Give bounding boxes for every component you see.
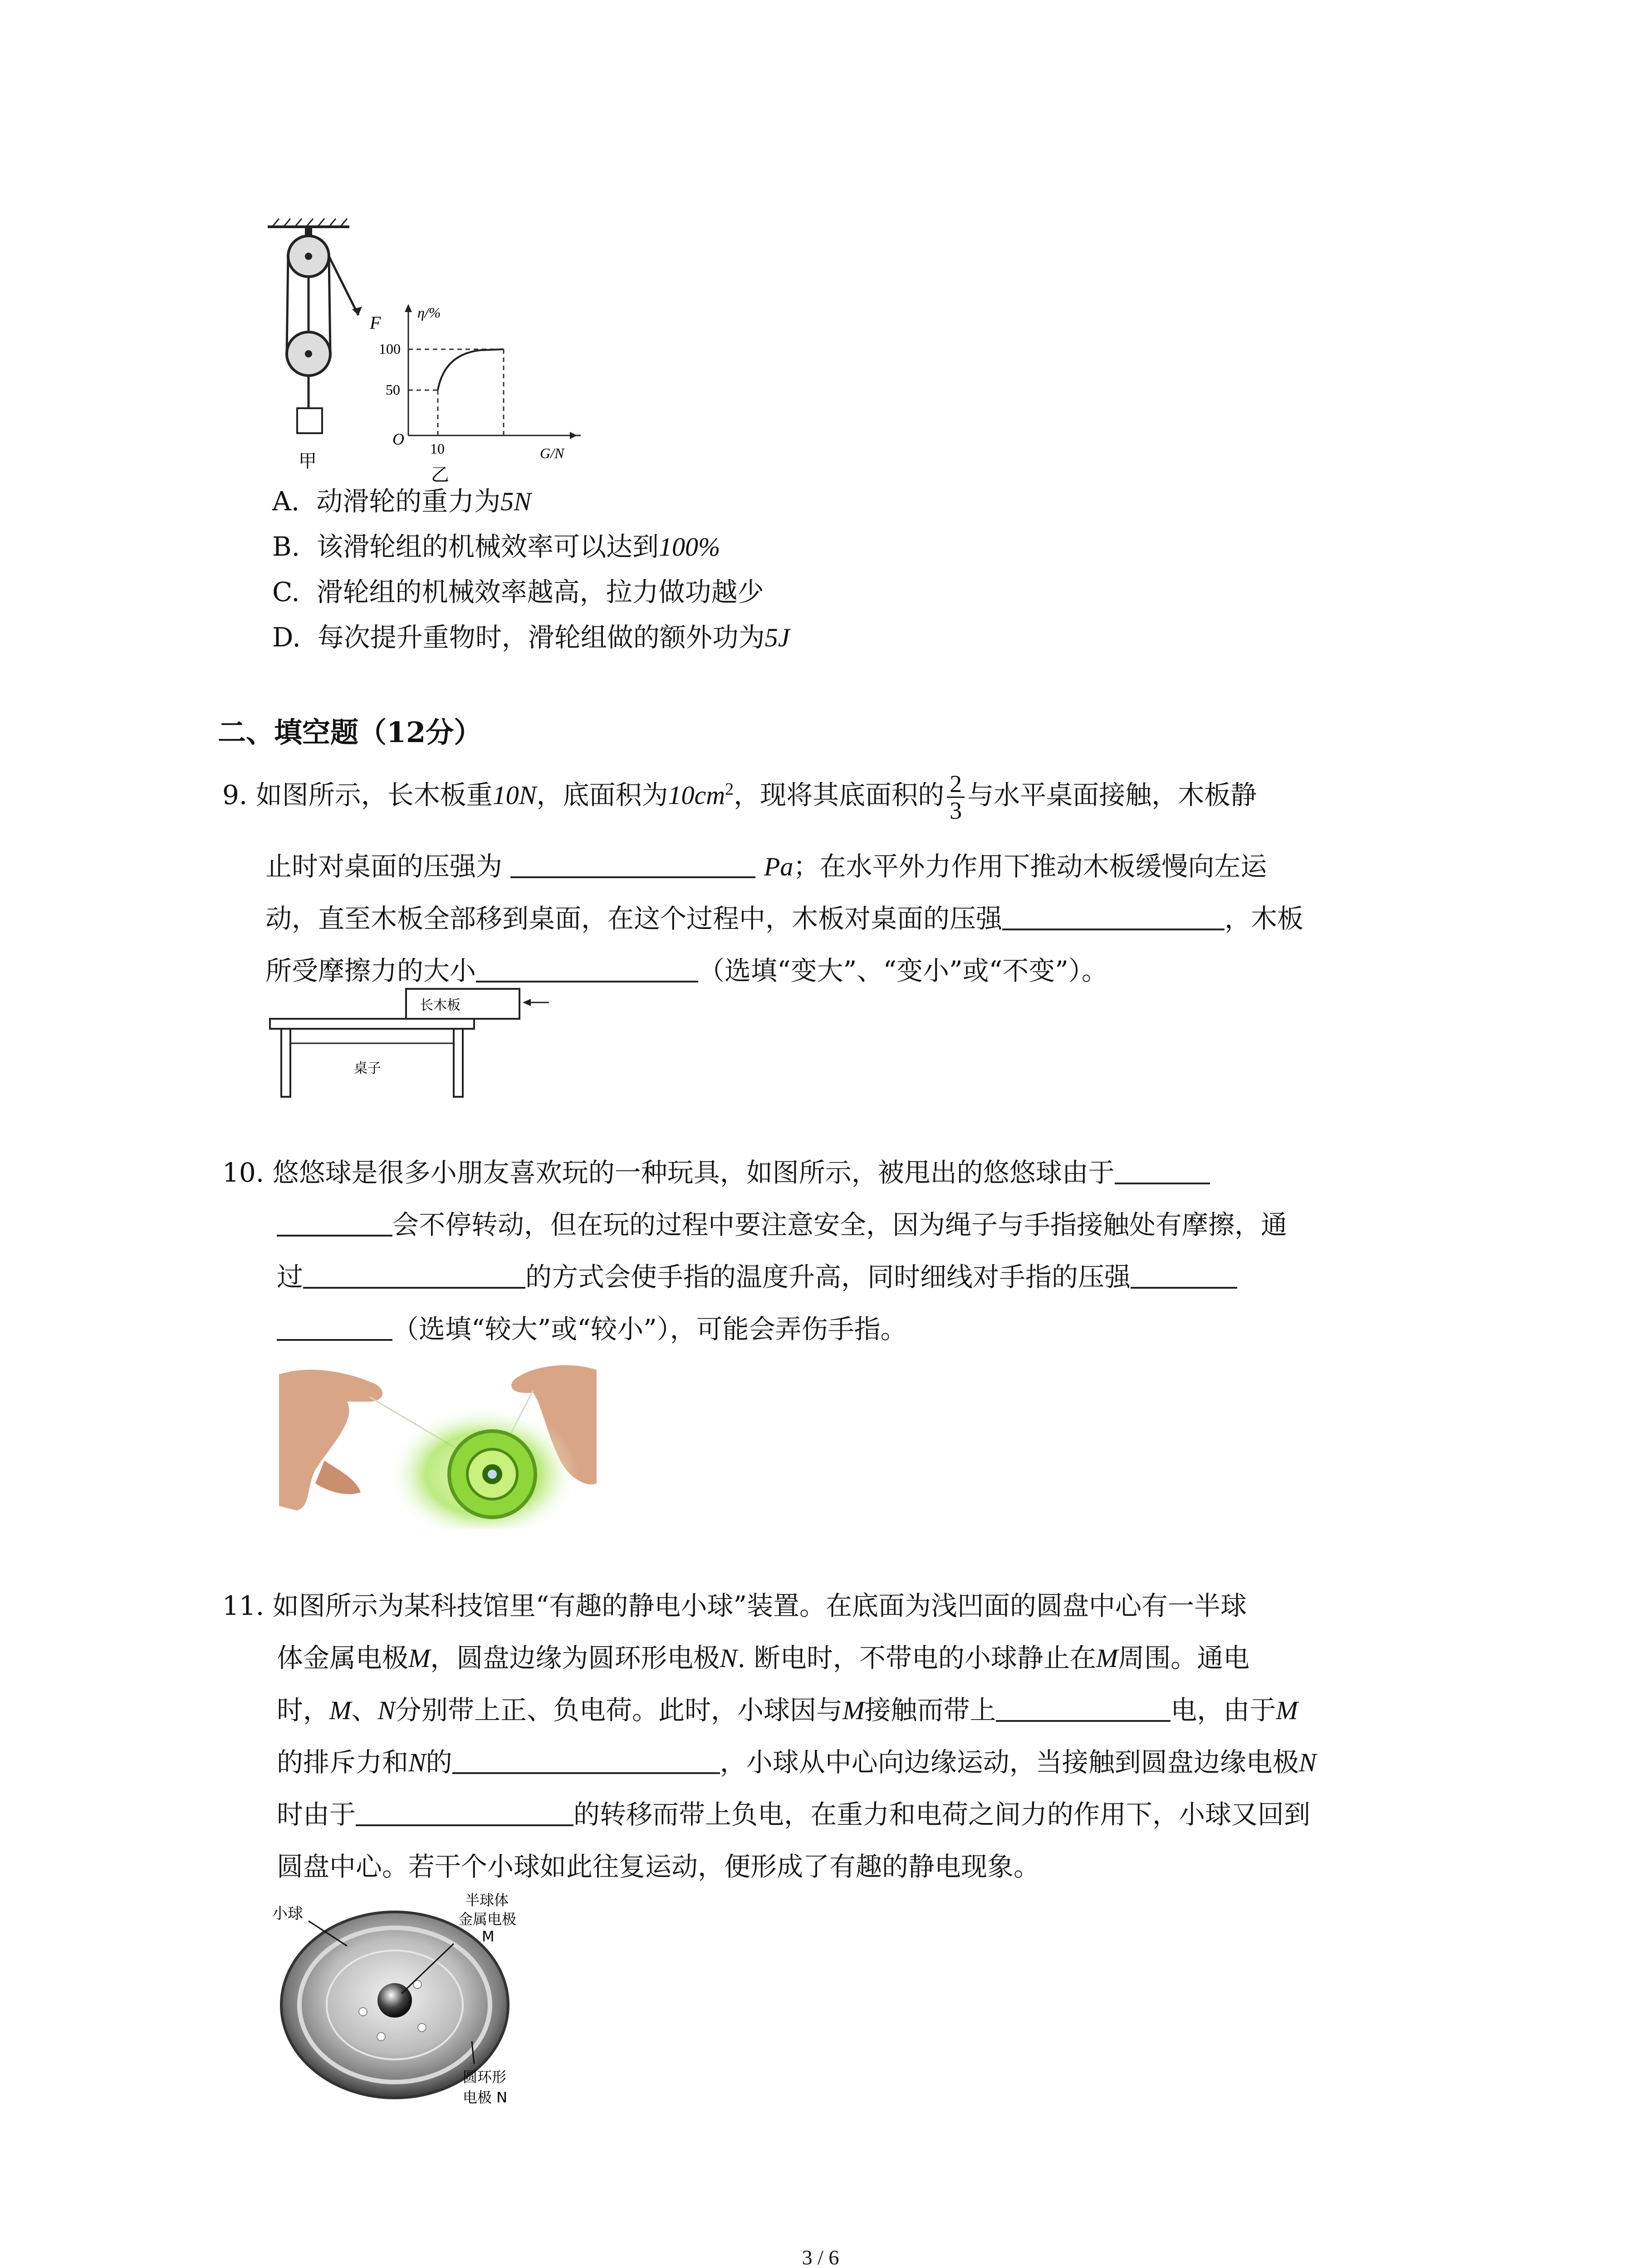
- section-heading: 二、填空题（12分）: [218, 716, 482, 749]
- q9-line-1: 9. 如图所示，长木板重10N，底面积为$10cm^2$，现将其底面积的 $\frac{2}{3}$ 与水平桌面接触，木板静: [222, 770, 1257, 824]
- g-axis-label: G/N: [540, 445, 564, 461]
- answer-blank[interactable]: [277, 1312, 392, 1341]
- answer-blank[interactable]: [510, 849, 755, 878]
- answer-blank[interactable]: [996, 1693, 1171, 1722]
- option-c: C. 滑轮组的机械效率越高，拉力做功越少: [272, 577, 764, 607]
- answer-blank[interactable]: [476, 953, 698, 982]
- tick-10: 10: [430, 440, 445, 457]
- q11-line-2: 体金属电极M，圆盘边缘为圆环形电极N. 断电时，不带电的小球静止在M周围。通电: [277, 1642, 1250, 1673]
- board-label: 长木板: [420, 997, 460, 1013]
- q11-line-5: 时由于 的转移而带上负电，在重力和电荷之间力的作用下，小球又回到: [277, 1796, 1310, 1833]
- eta-axis-label: η/%: [417, 304, 441, 321]
- q11-line-3: 时，M、N分别带上正、负电荷。此时，小球因与M接触而带上 电，由于M: [277, 1692, 1298, 1729]
- q10-line-3: 过 的方式会使手指的温度升高，同时细线对手指的压强: [277, 1259, 1237, 1295]
- m-label-2: 金属电极: [458, 1911, 517, 1928]
- answer-blank[interactable]: [452, 1745, 720, 1774]
- board-table-figure: [263, 984, 581, 1102]
- tick-50: 50: [386, 381, 400, 398]
- answer-blank[interactable]: [303, 1260, 525, 1289]
- answer-blank[interactable]: [1115, 1155, 1210, 1184]
- option-b: B. 该滑轮组的机械效率可以达到100%: [272, 531, 720, 562]
- option-d: D. 每次提升重物时，滑轮组做的额外功为5J: [272, 622, 790, 653]
- answer-blank[interactable]: [1002, 901, 1225, 930]
- q10-line-4: （选填“较大”或“较小”），可能会弄伤手指。: [277, 1311, 907, 1347]
- q9-line-3: 动，直至木板全部移到桌面，在这个过程中，木板对桌面的压强 ，木板: [265, 900, 1303, 937]
- page-number: 3 / 6: [802, 2246, 839, 2268]
- n-label-1: 圆环形: [463, 2068, 507, 2086]
- origin-label: O: [392, 430, 404, 448]
- m-label-1: 半球体: [465, 1892, 509, 1909]
- table-label: 桌子: [354, 1061, 381, 1076]
- ball-label: 小球: [272, 1905, 303, 1923]
- table-top: [270, 1019, 474, 1029]
- q10-line-1: 10. 悠悠球是很多小朋友喜欢玩的一种玩具，如图所示，被甩出的悠悠球由于: [222, 1154, 1210, 1191]
- pulley-figure: [254, 209, 581, 490]
- fraction: $\frac{2}{3}$: [947, 771, 965, 823]
- q9-line-4: 所受摩擦力的大小 （选填“变大”、“变小”或“不变”）。: [265, 953, 1108, 989]
- figure-label-jia: 甲: [299, 451, 317, 472]
- force-label: F: [370, 313, 381, 333]
- n-label-2: 电极 N: [463, 2089, 508, 2106]
- yoyo-photo: [279, 1356, 597, 1529]
- q11-line-1: 11. 如图所示为某科技馆里“有趣的静电小球”装置。在底面为浅凹面的圆盘中心有一半球: [222, 1590, 1247, 1621]
- weight-block: [297, 408, 322, 433]
- tick-100: 100: [379, 341, 401, 357]
- m-label-3: M: [482, 1928, 495, 1945]
- option-a: A. 动滑轮的重力为5N: [272, 486, 531, 517]
- electrostatic-device-figure: [272, 1892, 590, 2109]
- q10-line-2: 会不停转动，但在玩的过程中要注意安全，因为绳子与手指接触处有摩擦，通: [277, 1207, 1287, 1243]
- answer-blank[interactable]: [1131, 1260, 1237, 1289]
- q9-line-2: 止时对桌面的压强为 Pa；在水平外力作用下推动木板缓慢向左运: [265, 848, 1267, 885]
- q11-line-6: 圆盘中心。若干个小球如此往复运动，便形成了有趣的静电现象。: [277, 1851, 1040, 1882]
- figure-label-yi: 乙: [431, 464, 449, 485]
- answer-blank[interactable]: [356, 1797, 573, 1826]
- q11-line-4: 的排斥力和N的 ，小球从中心向边缘运动，当接触到圆盘边缘电极N: [277, 1744, 1316, 1781]
- answer-blank[interactable]: [277, 1207, 392, 1237]
- efficiency-curve: [438, 349, 504, 390]
